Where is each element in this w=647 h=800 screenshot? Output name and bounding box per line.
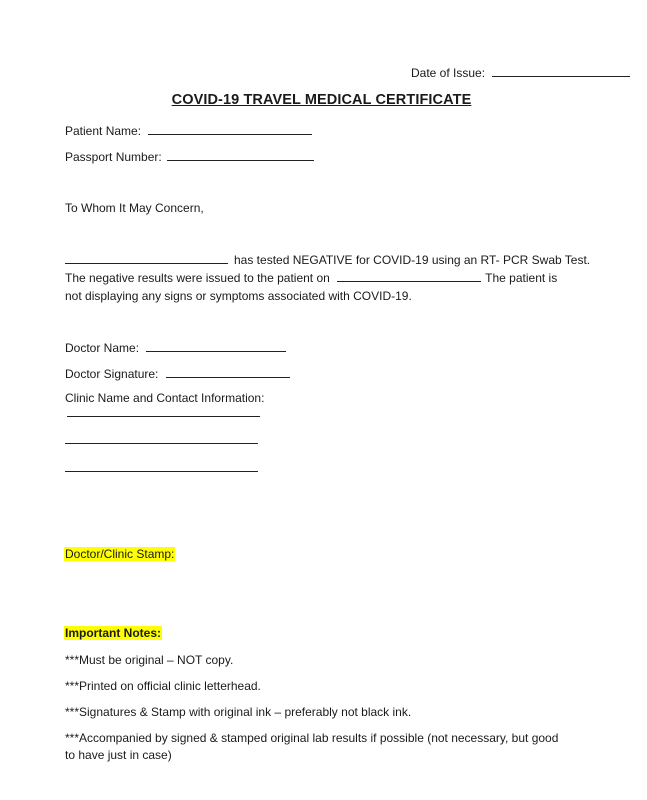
page-title: COVID-19 TRAVEL MEDICAL CERTIFICATE: [171, 92, 472, 108]
clinic-info-line-2[interactable]: [65, 443, 258, 444]
note-item-continuation: to have just in case): [65, 748, 172, 762]
doctor-name-row: [65, 339, 286, 355]
doctor-signature-label: Doctor Signature:: [65, 367, 159, 381]
patient-name-row: [65, 122, 312, 138]
doctor-name-label: Doctor Name:: [65, 341, 140, 355]
patient-name-label: Patient Name:: [65, 124, 142, 138]
body-line-2: [65, 269, 557, 287]
note-item: ***Must be original – NOT copy.: [65, 653, 234, 667]
passport-number-row: [65, 148, 314, 164]
date-of-issue-label: Date of Issue:: [411, 66, 486, 80]
passport-number-label: Passport Number:: [65, 150, 162, 164]
clinic-info-line-1[interactable]: [67, 416, 260, 417]
note-item: ***Signatures & Stamp with original ink – preferably not black ink.: [65, 705, 412, 719]
doctor-signature-row: [65, 365, 290, 381]
body-line-2-prefix: The negative results were issued to the patient on: [65, 271, 330, 285]
note-item: ***Printed on official clinic letterhead.: [65, 679, 261, 693]
clinic-info-line-3[interactable]: [65, 471, 258, 472]
passport-number-field[interactable]: [167, 148, 314, 161]
stamp-row: [64, 547, 175, 561]
salutation: To Whom It May Concern,: [65, 201, 204, 215]
note-item: ***Accompanied by signed & stamped original lab results if possible (not necessary, but good: [65, 731, 559, 745]
date-of-issue-field[interactable]: [492, 64, 630, 77]
patient-name-field[interactable]: [148, 122, 312, 135]
stamp-label: Doctor/Clinic Stamp:: [65, 547, 175, 561]
body-line-3: not displaying any signs or symptoms associated with COVID-19.: [65, 289, 412, 303]
notes-heading: Important Notes:: [65, 626, 161, 640]
body-line-1-text: has tested NEGATIVE for COVID-19 using an RT- PCR Swab Test.: [234, 253, 591, 267]
body-line-2-suffix: The patient is: [485, 271, 558, 285]
body-line-1: [65, 251, 590, 269]
doctor-signature-field[interactable]: [166, 365, 290, 378]
notes-heading-row: [64, 626, 162, 640]
date-of-issue-row: [411, 64, 630, 80]
clinic-info-label: Clinic Name and Contact Information:: [65, 391, 265, 405]
patient-blank-field[interactable]: [65, 251, 228, 264]
doctor-name-field[interactable]: [146, 339, 286, 352]
results-date-field[interactable]: [337, 269, 481, 282]
